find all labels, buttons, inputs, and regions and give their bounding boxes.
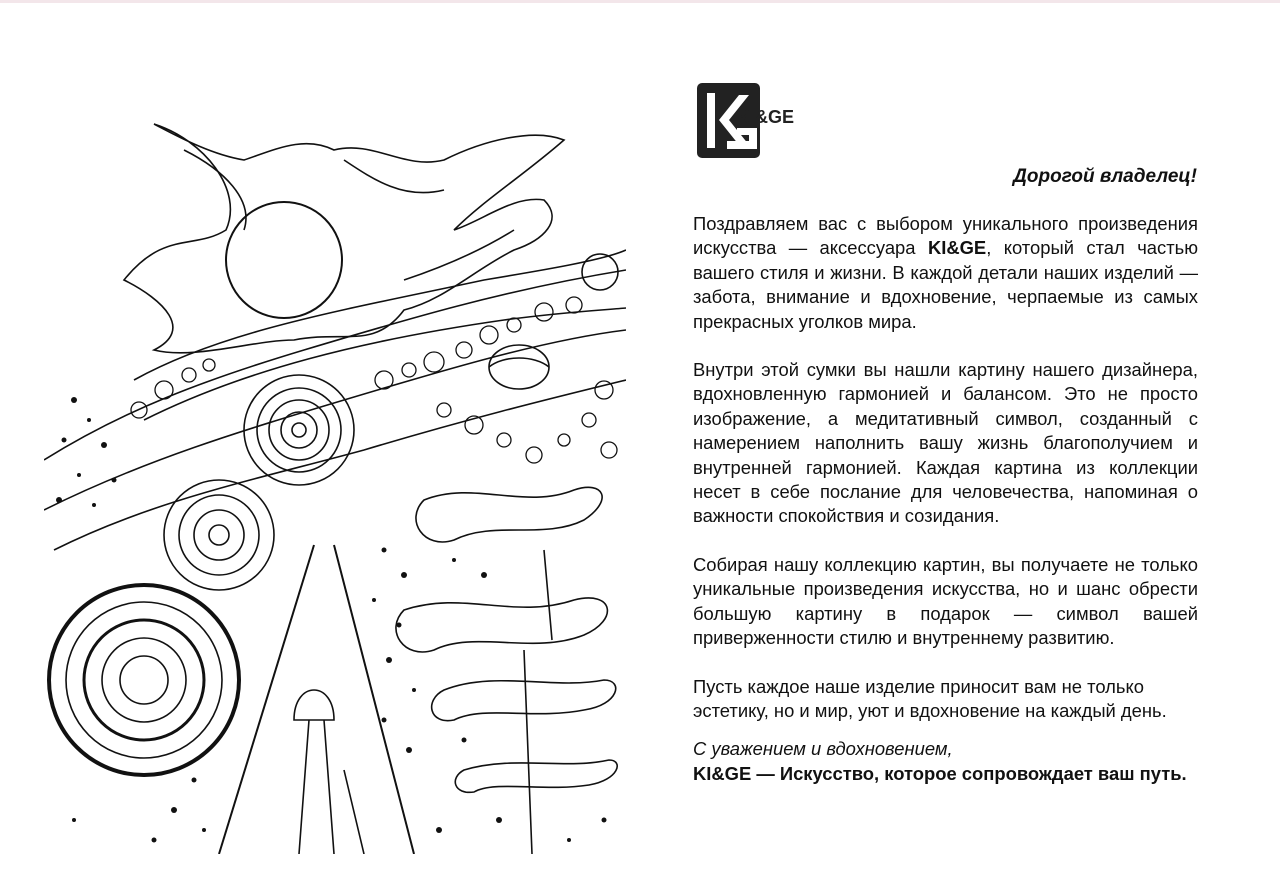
letter-closing <box>693 736 1213 786</box>
letter-body <box>693 212 1198 747</box>
p1-text-after: , который стал частью вашего стиля и жизни. В каждой детали наших изделий — забота, внимание и вдохновение, черпаемые из самых прекрасных уголков мира. <box>693 237 1198 332</box>
closing-regards: С уважением и вдохновением, <box>693 738 953 759</box>
artwork-drawing <box>44 80 626 854</box>
logo-brand-text: KI&GE <box>737 107 795 127</box>
letter-paragraph-1 <box>693 212 1198 334</box>
top-accent-line <box>0 0 1280 3</box>
letter-paragraph-2: Внутри этой сумки вы нашли картину нашего дизайнера, вдохновленную гармонией и балансом. Это не просто изображение, а медитативный символ, созданный с намерением наполнить вашу жизнь благополучием и внутренней гармонией. Каждая картина из коллекции несет в себе послание для человечества, напоминая о важности спокойствия и созидания. <box>693 359 1198 527</box>
letter-paragraph-3: Собирая нашу коллекцию картин, вы получаете не только уникальные произведения искусства, но и шанс обрести большую картину в подарок — символ вашей приверженности стилю и внутреннему развитию. <box>693 553 1198 649</box>
letter-greeting: Дорогой владелец! <box>1013 166 1197 187</box>
kige-logo-mark <box>697 83 797 158</box>
closing-signature: KI&GE — Искусство, которое сопровождает ваш путь. <box>693 763 1187 784</box>
ink-artwork <box>44 80 626 854</box>
p1-text-before: Поздравляем вас с выбором уникального произведения искусства — аксессуара <box>693 213 1198 259</box>
p1-brand: KI&GE <box>927 237 987 259</box>
kige-logo <box>697 83 797 158</box>
letter-paragraph-4: Пусть каждое наше изделие приносит вам не только эстетику, но и мир, уют и вдохновение на каждый день. <box>693 675 1167 721</box>
